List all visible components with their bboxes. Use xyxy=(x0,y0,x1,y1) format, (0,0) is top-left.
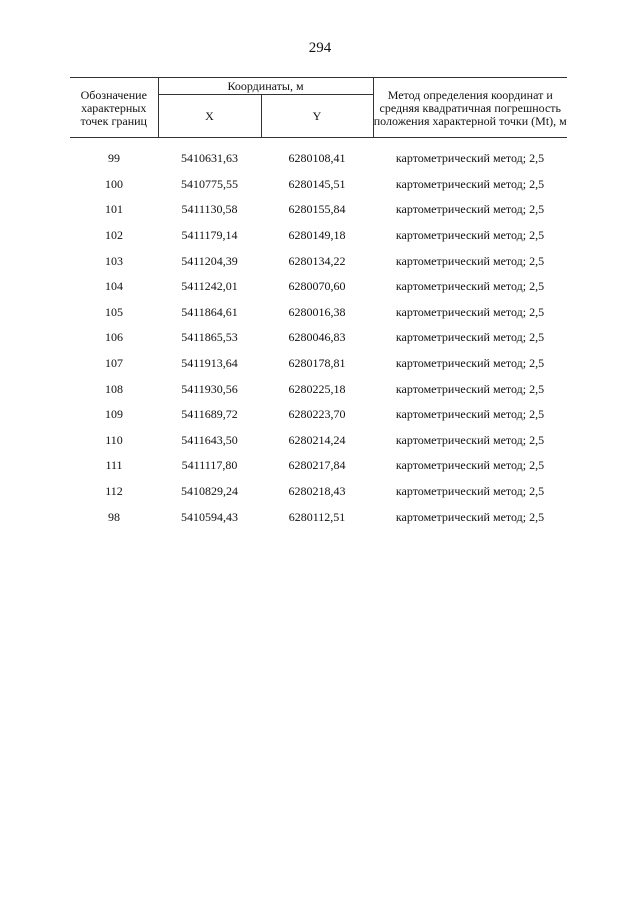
table-row xyxy=(70,300,567,326)
point-number-cell: 99 xyxy=(108,151,120,166)
header-method: Метод определения координат и средняя квадратичная погрешность положения характерной точки (Мt), м xyxy=(373,78,567,138)
point-number-cell: 103 xyxy=(105,253,123,268)
x-coordinate-cell: 5411179,14 xyxy=(181,228,238,243)
x-coordinate-cell: 5411689,72 xyxy=(181,407,238,422)
y-coordinate-cell: 6280178,81 xyxy=(288,356,346,371)
y-coordinate-cell: 6280016,38 xyxy=(288,304,346,319)
point-number-cell: 105 xyxy=(105,304,123,319)
method-cell: картометрический метод; 2,5 xyxy=(395,228,545,243)
x-coordinate-cell: 5410594,43 xyxy=(181,509,238,524)
y-coordinate-cell: 6280046,83 xyxy=(288,330,346,345)
coordinates-table xyxy=(70,77,567,530)
x-coordinate-cell: 5411204,39 xyxy=(181,253,238,268)
method-cell: картометрический метод; 2,5 xyxy=(395,356,545,371)
x-coordinate-cell: 5410631,63 xyxy=(181,151,238,166)
method-cell: картометрический метод; 2,5 xyxy=(395,407,545,422)
y-coordinate-cell: 6280223,70 xyxy=(288,407,346,422)
table-row xyxy=(70,351,567,377)
header-x: X xyxy=(158,95,261,138)
table-row xyxy=(70,504,567,530)
x-coordinate-cell: 5410775,55 xyxy=(181,176,238,191)
y-coordinate-cell: 6280214,24 xyxy=(288,432,346,447)
x-coordinate-cell: 5411913,64 xyxy=(181,356,238,371)
y-coordinate-cell: 6280149,18 xyxy=(288,228,346,243)
table-body xyxy=(70,138,567,530)
method-cell: картометрический метод; 2,5 xyxy=(395,304,545,319)
table-row xyxy=(70,274,567,300)
table-row xyxy=(70,376,567,402)
point-number-cell: 100 xyxy=(105,176,123,191)
point-number-cell: 111 xyxy=(105,458,123,473)
header-y: Y xyxy=(261,95,373,138)
x-coordinate-cell: 5410829,24 xyxy=(181,484,238,499)
table-row xyxy=(70,325,567,351)
table-header xyxy=(70,78,567,138)
x-coordinate-cell: 5411130,58 xyxy=(181,202,238,217)
point-number-cell: 108 xyxy=(105,381,123,396)
table-row xyxy=(70,428,567,454)
table-row xyxy=(70,453,567,479)
method-cell: картометрический метод; 2,5 xyxy=(395,458,545,473)
table-row xyxy=(70,223,567,249)
method-cell: картометрический метод; 2,5 xyxy=(395,484,545,499)
point-number-cell: 106 xyxy=(105,330,123,345)
method-cell: картометрический метод; 2,5 xyxy=(395,151,545,166)
y-coordinate-cell: 6280134,22 xyxy=(288,253,346,268)
y-coordinate-cell: 6280155,84 xyxy=(288,202,346,217)
point-number-cell: 104 xyxy=(105,279,123,294)
point-number-cell: 109 xyxy=(105,407,123,422)
table-row xyxy=(70,138,567,172)
page-number: 294 xyxy=(308,40,332,56)
y-coordinate-cell: 6280070,60 xyxy=(288,279,346,294)
point-number-cell: 102 xyxy=(105,228,123,243)
y-coordinate-cell: 6280145,51 xyxy=(288,176,346,191)
table-row xyxy=(70,248,567,274)
point-number-cell: 110 xyxy=(105,432,123,447)
y-coordinate-cell: 6280225,18 xyxy=(288,381,346,396)
method-cell: картометрический метод; 2,5 xyxy=(395,279,545,294)
point-number-cell: 101 xyxy=(105,202,123,217)
y-coordinate-cell: 6280108,41 xyxy=(288,151,346,166)
y-coordinate-cell: 6280218,43 xyxy=(288,484,346,499)
y-coordinate-cell: 6280217,84 xyxy=(288,458,346,473)
x-coordinate-cell: 5411117,80 xyxy=(181,458,238,473)
x-coordinate-cell: 5411930,56 xyxy=(181,381,238,396)
table-row xyxy=(70,479,567,505)
header-coordinates: Координаты, м xyxy=(158,78,373,95)
x-coordinate-cell: 5411242,01 xyxy=(181,279,238,294)
point-number-cell: 112 xyxy=(105,484,123,499)
method-cell: картометрический метод; 2,5 xyxy=(395,381,545,396)
table-row xyxy=(70,402,567,428)
method-cell: картометрический метод; 2,5 xyxy=(395,253,545,268)
method-cell: картометрический метод; 2,5 xyxy=(395,202,545,217)
y-coordinate-cell: 6280112,51 xyxy=(288,509,346,524)
point-number-cell: 107 xyxy=(105,356,123,371)
x-coordinate-cell: 5411643,50 xyxy=(181,432,238,447)
point-number-cell: 98 xyxy=(108,509,120,524)
header-point-designation: Обозначение характерных точек границ xyxy=(70,78,158,138)
method-cell: картометрический метод; 2,5 xyxy=(395,509,545,524)
method-cell: картометрический метод; 2,5 xyxy=(395,176,545,191)
x-coordinate-cell: 5411865,53 xyxy=(181,330,238,345)
table-row xyxy=(70,172,567,198)
x-coordinate-cell: 5411864,61 xyxy=(181,304,238,319)
table-row xyxy=(70,197,567,223)
method-cell: картометрический метод; 2,5 xyxy=(395,432,545,447)
method-cell: картометрический метод; 2,5 xyxy=(395,330,545,345)
